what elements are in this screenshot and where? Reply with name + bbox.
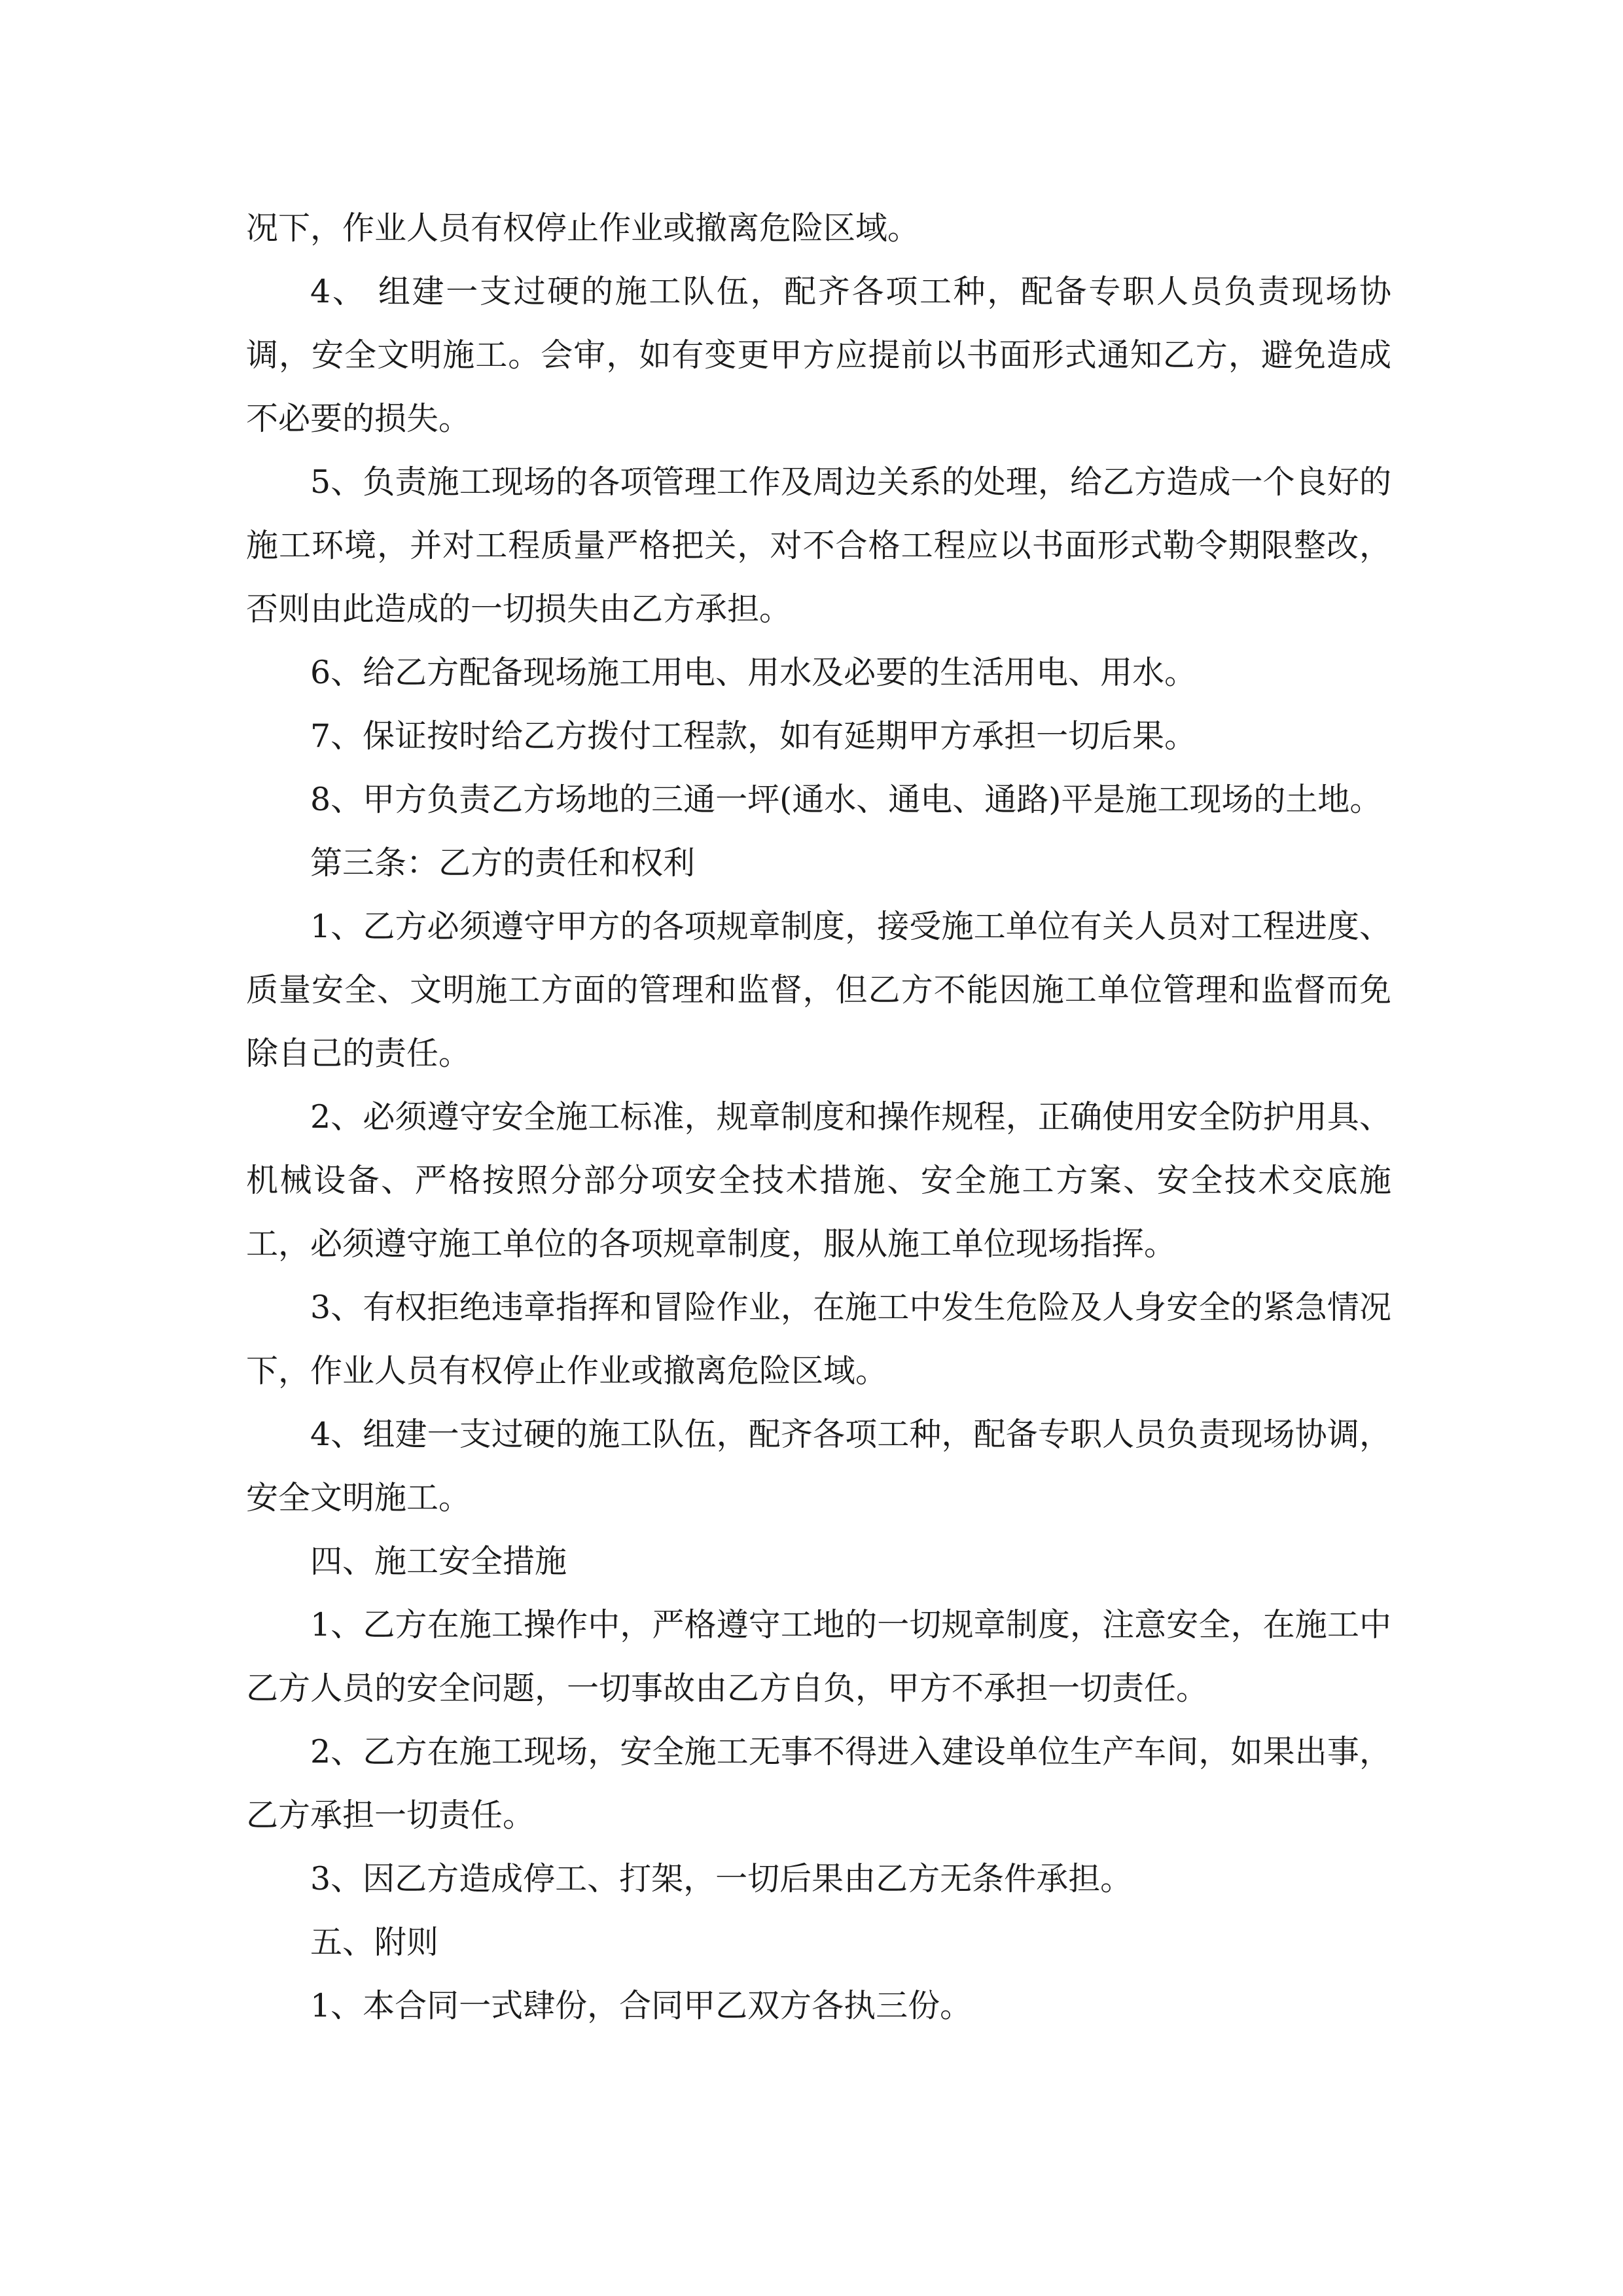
section-heading-supplementary: 五、附则	[310, 1924, 439, 1961]
paragraph-item: 4、 组建一支过硬的施工队伍，配齐各项工种，配备专职人员负责现场协调，安全文明施工。会审，如有变更甲方应提前以书面形式通知乙方，避免造成不必要的损失。	[246, 273, 1391, 437]
section-heading-safety-measures: 四、施工安全措施	[310, 1543, 567, 1580]
paragraph-item: 1、本合同一式肆份，合同甲乙双方各执三份。	[310, 1987, 972, 2024]
paragraph-continuation: 况下，作业人员有权停止作业或撤离危险区域。	[246, 209, 920, 247]
paragraph-item: 1、乙方在施工操作中，严格遵守工地的一切规章制度，注意安全，在施工中乙方人员的安全问题，一切事故由乙方自负，甲方不承担一切责任。	[246, 1606, 1391, 1707]
paragraph-item: 4、组建一支过硬的施工队伍，配齐各项工种，配备专职人员负责现场协调，安全文明施工。	[246, 1416, 1391, 1516]
paragraph-item: 7、保证按时给乙方拨付工程款，如有延期甲方承担一切后果。	[310, 717, 1197, 755]
paragraph-item: 8、甲方负责乙方场地的三通一坪(通水、通电、通路)平是施工现场的土地。	[310, 781, 1382, 818]
paragraph-item: 3、有权拒绝违章指挥和冒险作业，在施工中发生危险及人身安全的紧急情况下，作业人员有权停止作业或撤离危险区域。	[246, 1289, 1391, 1390]
section-heading-article-3: 第三条：乙方的责任和权利	[310, 844, 696, 882]
paragraph-item: 6、给乙方配备现场施工用电、用水及必要的生活用电、用水。	[310, 654, 1197, 691]
paragraph-item: 1、乙方必须遵守甲方的各项规章制度，接受施工单位有关人员对工程进度、质量安全、文明施工方面的管理和监督，但乙方不能因施工单位管理和监督而免除自己的责任。	[246, 908, 1391, 1072]
document-body	[246, 196, 1391, 2037]
paragraph-item: 2、必须遵守安全施工标准，规章制度和操作规程，正确使用安全防护用具、机械设备、严格按照分部分项安全技术措施、安全施工方案、安全技术交底施工，必须遵守施工单位的各项规章制度，服从施工单位现场指挥。	[246, 1098, 1391, 1263]
paragraph-item: 2、乙方在施工现场，安全施工无事不得进入建设单位生产车间，如果出事，乙方承担一切责任。	[246, 1733, 1391, 1834]
paragraph-item: 3、因乙方造成停工、打架，一切后果由乙方无条件承担。	[310, 1860, 1133, 1897]
paragraph-item: 5、负责施工现场的各项管理工作及周边关系的处理，给乙方造成一个良好的施工环境，并对工程质量严格把关，对不合格工程应以书面形式勒令期限整改，否则由此造成的一切损失由乙方承担。	[246, 463, 1391, 628]
